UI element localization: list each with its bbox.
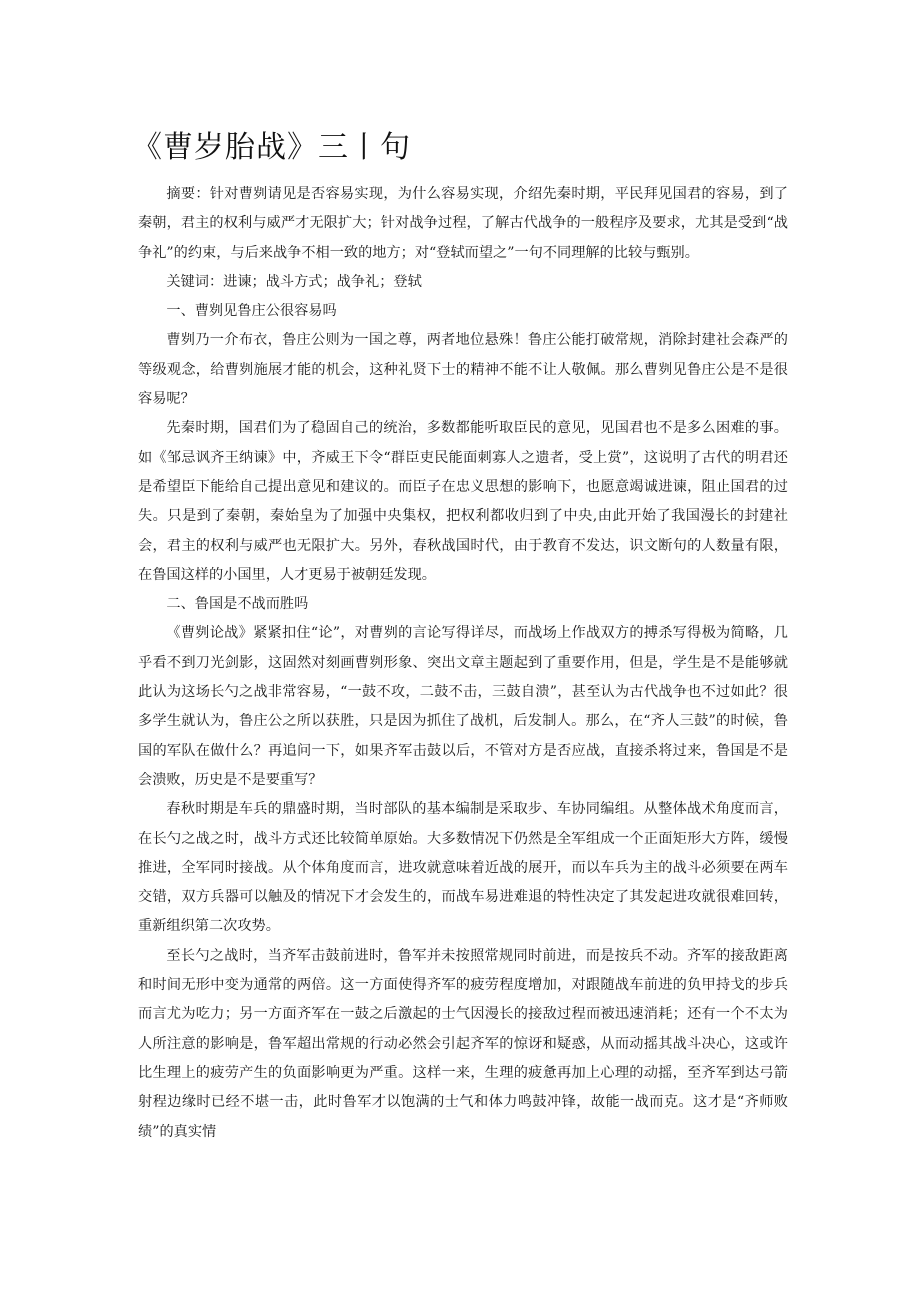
document-title: 《曹岁胎战》三丨句 <box>132 130 411 165</box>
abstract-paragraph: 摘要：针对曹刿请见是否容易实现，为什么容易实现，介绍先秦时期，平民拜见国君的容易，到了秦朝，君主的权利与威严才无限扩大；针对战争过程，了解古代战争的一般程序及要求，尤其是受到“战争礼”的约束，与后来战争不相一致的地方；对“登轼而望之”一句不同理解的比较与甄别。 <box>138 186 788 261</box>
section-1-heading: 一、曹刿见鲁庄公很容易吗 <box>166 303 337 320</box>
section-2-paragraph-1: 《曹刿论战》紧紧扣住“论”，对曹刿的言论写得详尽，而战场上作战双方的搏杀写得极为简略，几乎看不到刀光剑影，这固然对刻画曹刿形象、突出文章主题起到了重要作用，但是，学生是不是能够就此认为这场长勺之战非常容易，“一鼓不攻，二鼓不击，三鼓自溃”，甚至认为古代战争也不过如此？很多学生就认为，鲁庄公之所以获胜，只是因为抓住了战机，后发制人。那么，在“齐人三鼓”的时候，鲁国的军队在做什么？再追问一下，如果齐军击鼓以后，不管对方是否应战，直接杀将过来，鲁国是不是会溃败，历史是不是要重写？ <box>138 625 788 788</box>
section-1-paragraph-1: 曹刿乃一介布衣，鲁庄公则为一国之尊，两者地位悬殊！鲁庄公能打破常规，消除封建社会森严的等级观念，给曹刿施展才能的机会，这种礼贤下士的精神不能不让人敬佩。那么曹刿见鲁庄公是不是很容易呢？ <box>138 332 788 408</box>
section-2-heading: 二、鲁国是不战而胜吗 <box>166 596 309 613</box>
section-2-paragraph-2: 春秋时期是车兵的鼎盛时期，当时部队的基本编制是采取步、车协同编组。从整体战术角度而言，在长勺之战之时，战斗方式还比较简单原始。大多数情况下仍然是全军组成一个正面矩形大方阵，缓慢推进，全军同时接战。从个体角度而言，进攻就意味着近战的展开，而以车兵为主的战斗必须要在两车交错，双方兵器可以触及的情况下才会发生的，而战车易进难退的特性决定了其发起进攻就很难回转，重新组织第二次攻势。 <box>138 801 788 935</box>
document-body <box>138 180 788 1147</box>
section-1-paragraph-2: 先秦时期，国君们为了稳固自己的统治，多数都能听取臣民的意见，见国君也不是多么困难的事。如《邹忌讽齐王纳谏》中，齐威王下令“群臣吏民能面刺寡人之遗者，受上赏”，这说明了古代的明君还是希望臣下能给自己提出意见和建议的。而臣子在忠义思想的影响下，也愿意竭诚进谏，阻止国君的过失。只是到了秦朝，秦始皇为了加强中央集权，把权利都收归到了中央,由此开始了我国漫长的封建社会，君主的权利与威严也无限扩大。另外，春秋战国时代，由于教育不发达，识文断句的人数量有限，在鲁国这样的小国里，人才更易于被朝廷发现。 <box>138 420 788 583</box>
section-2-paragraph-3: 至长勺之战时，当齐军击鼓前进时，鲁军并未按照常规同时前进，而是按兵不动。齐军的接敌距离和时间无形中变为通常的两倍。这一方面使得齐军的疲劳程度增加，对跟随战车前进的负甲持戈的步兵而言尤为吃力；另一方面齐军在一鼓之后激起的士气因漫长的接敌过程而被迅速消耗；还有一个不太为人所注意的影响是，鲁军超出常规的行动必然会引起齐军的惊讶和疑惑，从而动摇其战斗决心，这或许比生理上的疲劳产生的负面影响更为严重。这样一来，生理的疲惫再加上心理的动摇，至齐军到达弓箭射程边缘时已经不堪一击，此时鲁军才以饱满的士气和体力鸣鼓冲锋，故能一战而克。这才是“齐师败绩”的真实情 <box>138 947 788 1140</box>
keywords-paragraph: 关键词：进谏；战斗方式；战争礼；登轼 <box>166 273 422 290</box>
